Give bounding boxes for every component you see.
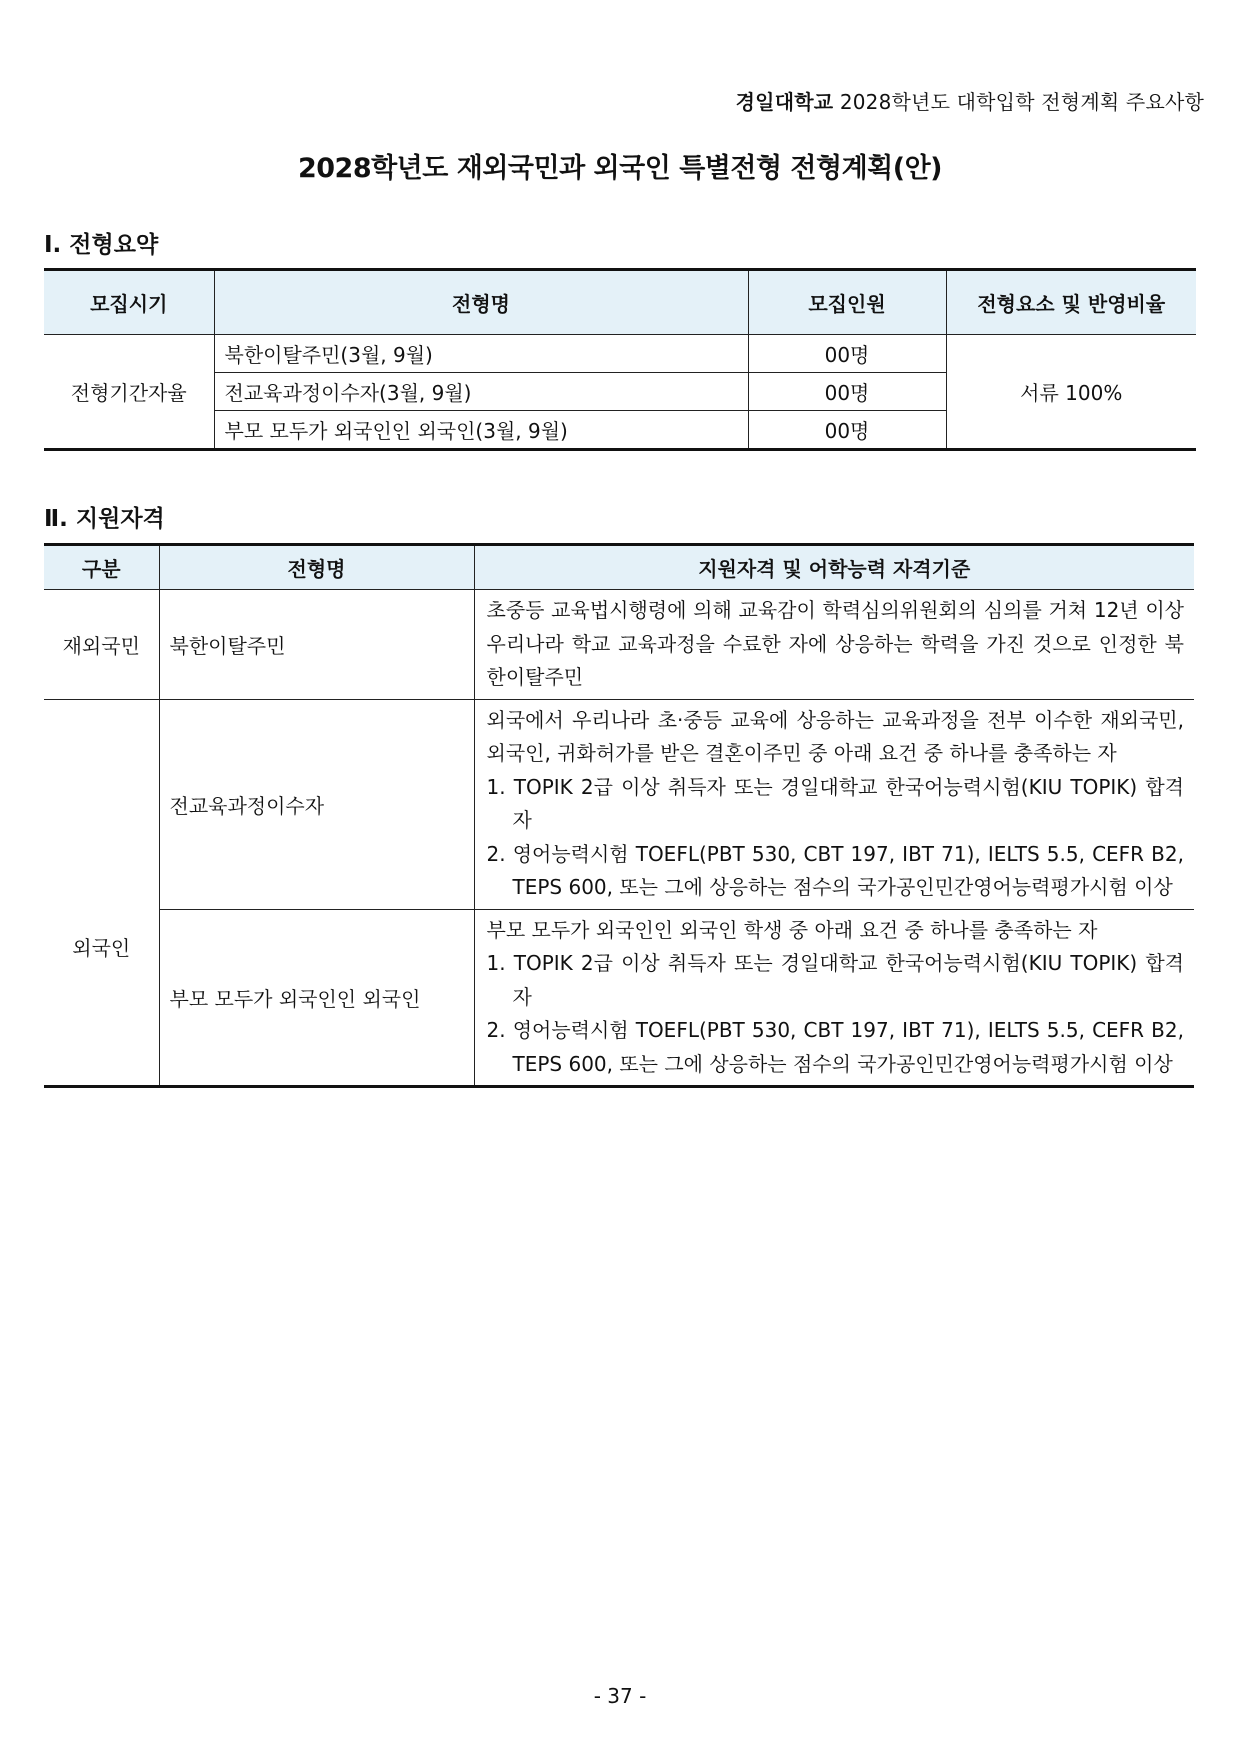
- admission-name-cell: 전교육과정이수자(3월, 9월): [214, 373, 748, 411]
- eligibility-cell: [474, 699, 1194, 909]
- category-cell: 외국인: [44, 699, 159, 1087]
- eligibility-header-row: [44, 545, 1194, 590]
- header-admission-name: 전형명: [159, 545, 474, 590]
- header-university: 경일대학교: [735, 90, 834, 114]
- admission-name-cell: 북한이탈주민(3월, 9월): [214, 335, 748, 373]
- quota-cell: 00명: [748, 335, 946, 373]
- recruit-period-cell: 전형기간자율: [44, 335, 214, 450]
- requirement-item: 2. 영어능력시험 TOEFL(PBT 530, CBT 197, IBT 71), IELTS 5.5, CEFR B2, TEPS 600, 또는 그에 상응하는 점수의 국가공인민간영어능력평가시험 이상: [486, 841, 1184, 899]
- quota-cell: 00명: [748, 411, 946, 450]
- requirement-item: 1. TOPIK 2급 이상 취득자 또는 경일대학교 한국어능력시험(KIU TOPIK) 합격자: [486, 951, 1184, 1009]
- admission-name-cell: 전교육과정이수자: [159, 699, 474, 909]
- eligibility-cell: [474, 590, 1194, 700]
- admission-name-cell: 부모 모두가 외국인인 외국인(3월, 9월): [214, 411, 748, 450]
- page-header: [736, 86, 1204, 115]
- header-eligibility: 지원자격 및 어학능력 자격기준: [474, 545, 1194, 590]
- header-admission-name: 전형명: [214, 270, 748, 335]
- admission-name-cell: 부모 모두가 외국인인 외국인: [159, 909, 474, 1087]
- table-row: [44, 335, 1196, 373]
- table-row: [44, 699, 1194, 909]
- eligibility-intro: 부모 모두가 외국인인 외국인 학생 중 아래 요건 중 하나를 충족하는 자: [486, 917, 1098, 942]
- eligibility-cell: [474, 909, 1194, 1087]
- requirement-item: 2. 영어능력시험 TOEFL(PBT 530, CBT 197, IBT 71), IELTS 5.5, CEFR B2, TEPS 600, 또는 그에 상응하는 점수의 국가공인민간영어능력평가시험 이상: [486, 1018, 1184, 1076]
- eligibility-table: [44, 543, 1194, 1088]
- quota-cell: 00명: [748, 373, 946, 411]
- requirement-item: 1. TOPIK 2급 이상 취득자 또는 경일대학교 한국어능력시험(KIU TOPIK) 합격자: [486, 774, 1184, 832]
- summary-table: [44, 268, 1196, 451]
- section2-title: Ⅱ. 지원자격: [44, 506, 165, 532]
- eligibility-text: 초중등 교육법시행령에 의해 교육감이 학력심의위원회의 심의를 거쳐 12년 이상 우리나라 학교 교육과정을 수료한 자에 상응하는 학력을 가진 것으로 인정한 북한이탈주민: [486, 598, 1184, 689]
- document-title: 2028학년도 재외국민과 외국인 특별전형 전형계획(안): [297, 153, 943, 184]
- evaluation-ratio-cell: 서류 100%: [946, 335, 1196, 450]
- eligibility-intro: 외국에서 우리나라 초·중등 교육에 상응하는 교육과정을 전부 이수한 재외국민, 외국인, 귀화허가를 받은 결혼이주민 중 아래 요건 중 하나를 충족하는 자: [486, 707, 1184, 765]
- header-category: 구분: [44, 545, 159, 590]
- category-cell: 재외국민: [44, 590, 159, 700]
- header-quota: 모집인원: [748, 270, 946, 335]
- header-recruit-period: 모집시기: [44, 270, 214, 335]
- page-number: - 37 -: [593, 1684, 647, 1708]
- header-subtitle: 2028학년도 대학입학 전형계획 주요사항: [839, 90, 1204, 114]
- section1-title: Ⅰ. 전형요약: [44, 232, 159, 258]
- table-row: [44, 590, 1194, 700]
- admission-name-cell: 북한이탈주민: [159, 590, 474, 700]
- header-evaluation-ratio: 전형요소 및 반영비율: [946, 270, 1196, 335]
- summary-header-row: [44, 270, 1196, 335]
- table-row: [44, 909, 1194, 1087]
